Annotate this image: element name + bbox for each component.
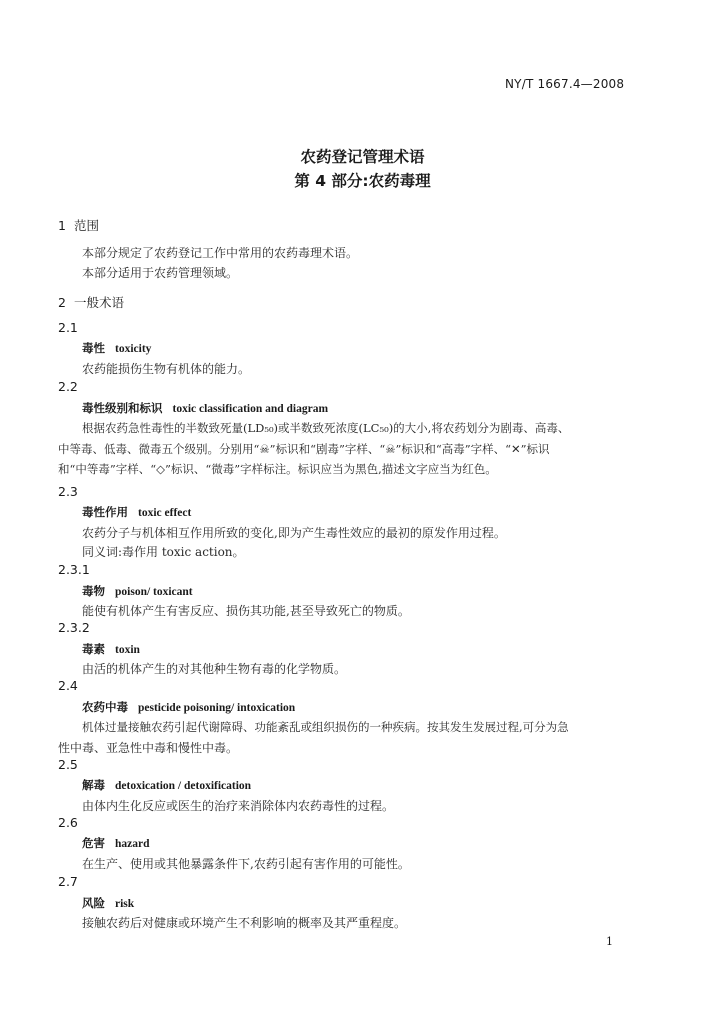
- section-1-heading: [58, 216, 99, 234]
- term-zh: 农药中毒: [82, 700, 128, 714]
- term-heading: [82, 699, 295, 715]
- page-number: 1: [606, 935, 613, 948]
- term-en: toxic classification and diagram: [172, 403, 329, 415]
- term-heading: [82, 777, 251, 793]
- term-definition: 根据农药急性毒性的半数致死量(LD₅₀)或半数致死浓度(LC₅₀)的大小,将农药划分为剧毒、高毒、: [82, 421, 570, 435]
- term-definition: 和“中等毒”字样、“◇”标识、“微毒”字样标注。标识应当为黑色,描述文字应当为红色。: [58, 462, 497, 476]
- term-heading: [82, 835, 150, 851]
- term-zh: 风险: [82, 896, 105, 910]
- section-title: 一般术语: [73, 295, 124, 310]
- paragraph: 本部分适用于农药管理领域。: [82, 266, 239, 280]
- term-number: 2.3.2: [58, 620, 90, 635]
- term-synonym: 同义词:毒作用 toxic action。: [82, 545, 245, 559]
- term-heading: [82, 504, 191, 520]
- term-definition: 由体内生化反应或医生的治疗来消除体内农药毒性的过程。: [82, 799, 395, 813]
- term-heading: [82, 641, 140, 657]
- term-en: hazard: [115, 838, 150, 850]
- term-number: 2.7: [58, 874, 78, 889]
- term-zh: 毒性: [82, 341, 105, 355]
- term-zh: 毒素: [82, 642, 105, 656]
- term-en: risk: [115, 898, 135, 910]
- term-en: toxin: [115, 644, 140, 656]
- term-definition: 农药能损伤生物有机体的能力。: [82, 362, 251, 376]
- term-zh: 危害: [82, 836, 105, 850]
- term-en: detoxication / detoxification: [115, 780, 252, 792]
- term-heading: [82, 895, 134, 911]
- term-definition: 农药分子与机体相互作用所致的变化,即为产生毒性效应的最初的原发作用过程。: [82, 526, 506, 540]
- term-number: 2.4: [58, 678, 78, 693]
- term-definition: 机体过量接触农药引起代谢障碍、功能紊乱或组织损伤的一种疾病。按其发生发展过程,可分为急: [82, 720, 569, 734]
- term-definition: 能使有机体产生有害反应、损伤其功能,甚至导致死亡的物质。: [82, 604, 410, 618]
- term-number: 2.3: [58, 484, 78, 499]
- term-number: 2.5: [58, 757, 78, 772]
- term-heading: [82, 400, 328, 416]
- term-definition: 中等毒、低毒、微毒五个级别。分别用“☠”标识和“剧毒”字样、“☠”标识和“高毒”字样、“✕”标识: [58, 442, 550, 456]
- term-heading: [82, 340, 151, 356]
- term-en: toxicity: [115, 343, 152, 355]
- term-definition: 在生产、使用或其他暴露条件下,农药引起有害作用的可能性。: [82, 857, 410, 871]
- term-en: pesticide poisoning/ intoxication: [138, 702, 296, 714]
- document-title: 农药登记管理术语: [300, 148, 425, 166]
- term-heading: [82, 583, 193, 599]
- term-zh: 毒性作用: [82, 505, 128, 519]
- section-number: 2: [58, 295, 66, 310]
- term-definition: 性中毒、亚急性中毒和慢性中毒。: [58, 741, 239, 755]
- term-en: toxic effect: [138, 507, 192, 519]
- term-number: 2.1: [58, 320, 78, 335]
- paragraph: 本部分规定了农药登记工作中常用的农药毒理术语。: [82, 246, 359, 260]
- section-number: 1: [58, 218, 66, 233]
- document-subtitle: 第 4 部分:农药毒理: [294, 172, 431, 190]
- term-zh: 毒物: [82, 584, 105, 598]
- term-definition: 由活的机体产生的对其他种生物有毒的化学物质。: [82, 662, 347, 676]
- term-number: 2.6: [58, 815, 78, 830]
- standard-number: NY/T 1667.4—2008: [505, 77, 625, 91]
- term-definition: 接触农药后对健康或环境产生不利影响的概率及其严重程度。: [82, 916, 407, 930]
- term-number: 2.3.1: [58, 562, 90, 577]
- term-zh: 解毒: [82, 778, 105, 792]
- term-zh: 毒性级别和标识: [82, 401, 163, 415]
- section-2-heading: [58, 293, 124, 311]
- term-en: poison/ toxicant: [115, 586, 193, 598]
- section-title: 范围: [73, 218, 99, 233]
- term-number: 2.2: [58, 379, 78, 394]
